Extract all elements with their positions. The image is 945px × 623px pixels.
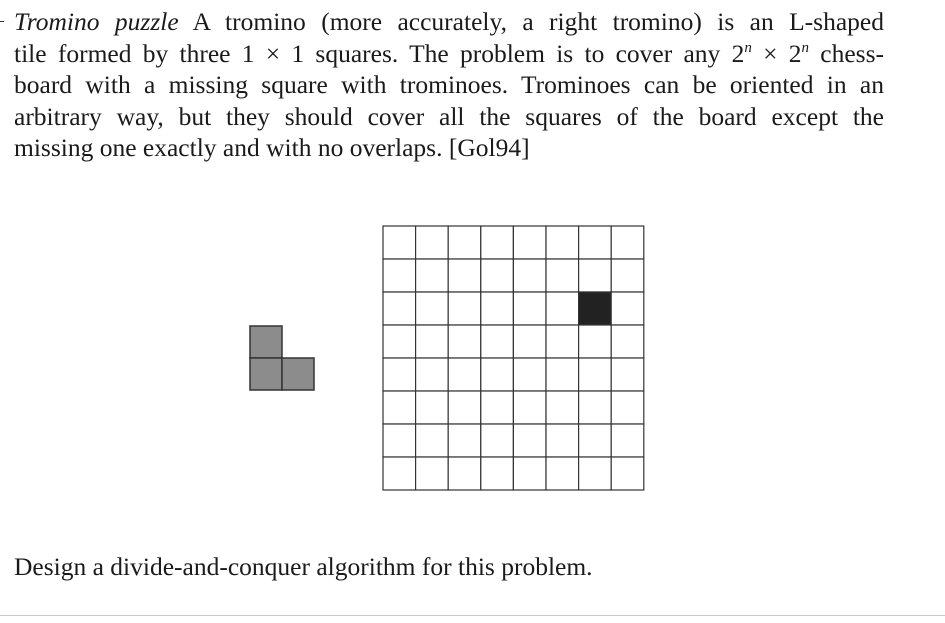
board-cell [383, 358, 416, 391]
problem-line-3: board with a missing square with trominoes. Trominoes can be oriented in an [14, 70, 884, 99]
board-cell [481, 358, 514, 391]
problem-line-4: arbitrary way, but they should cover all the squares of the board except the [14, 101, 884, 131]
board-cell [481, 259, 514, 292]
board-cell [513, 391, 546, 424]
board-cell [416, 292, 449, 325]
problem-line-1-text: A tromino (more accurately, a right tromino) is an L-shaped [192, 7, 884, 36]
problem-line-2-text-b: chess- [809, 38, 884, 68]
board-cell [383, 391, 416, 424]
board-cell [546, 226, 579, 259]
board-cell [546, 424, 579, 457]
board-cell [611, 424, 644, 457]
board-cell [546, 391, 579, 424]
board-cell [448, 292, 481, 325]
board-cell [546, 358, 579, 391]
missing-square [579, 292, 612, 325]
tromino-cell-top [250, 326, 282, 358]
board-cell [513, 292, 546, 325]
board-cell [579, 325, 612, 358]
board-cell [448, 457, 481, 490]
problem-line-2 [14, 38, 884, 70]
board-cell [513, 226, 546, 259]
tromino-figure [249, 325, 317, 393]
board-cell [481, 292, 514, 325]
exponent-n: n [744, 39, 752, 56]
board-cell [611, 226, 644, 259]
board-cell [416, 226, 449, 259]
board-cell [416, 424, 449, 457]
board-cell [481, 424, 514, 457]
board-cell [448, 391, 481, 424]
board-cell [416, 457, 449, 490]
board-cell [448, 325, 481, 358]
board-cell [481, 325, 514, 358]
board-cell [546, 457, 579, 490]
board-cell [579, 259, 612, 292]
board-cell [611, 292, 644, 325]
board-cell [448, 226, 481, 259]
board-cell [448, 259, 481, 292]
chessboard-figure [382, 225, 646, 493]
board-cell [383, 226, 416, 259]
board-cell [513, 424, 546, 457]
board-cell [383, 259, 416, 292]
board-cell [546, 259, 579, 292]
problem-title: Tromino puzzle [14, 7, 179, 36]
board-cell [611, 457, 644, 490]
board-cell [481, 391, 514, 424]
board-cell [416, 358, 449, 391]
board-cell [383, 325, 416, 358]
board-cell [481, 226, 514, 259]
tromino-cell-bottom-right [282, 358, 314, 390]
board-cell [513, 457, 546, 490]
board-cell [513, 358, 546, 391]
board-cell [416, 259, 449, 292]
board-cell [579, 226, 612, 259]
board-cell [611, 358, 644, 391]
board-cell [383, 292, 416, 325]
board-cell [579, 391, 612, 424]
board-cell [579, 457, 612, 490]
problem-line-1 [14, 6, 884, 38]
board-cell [611, 391, 644, 424]
board-cell [546, 325, 579, 358]
board-cell [383, 457, 416, 490]
board-cell [579, 358, 612, 391]
margin-tick [0, 21, 4, 22]
board-cell [383, 424, 416, 457]
board-cell [611, 325, 644, 358]
problem-line-2-text-a: tile formed by three 1 × 1 squares. The problem is to cover any 2 [14, 38, 745, 68]
problem-statement [14, 6, 884, 164]
problem-line-2-text-mid: × 2 [751, 38, 802, 68]
board-cell [513, 325, 546, 358]
board-cell [611, 259, 644, 292]
tromino-cell-bottom-left [250, 358, 282, 390]
board-cell [579, 424, 612, 457]
board-cell [416, 391, 449, 424]
problem-line-5: missing one exactly and with no overlaps. [Gol94] [14, 133, 530, 162]
board-cell [448, 424, 481, 457]
board-cell [416, 325, 449, 358]
board-cell [481, 457, 514, 490]
task-statement: Design a divide-and-conquer algorithm for this problem. [14, 552, 593, 581]
exponent-n: n [801, 39, 809, 56]
bottom-rule [0, 615, 945, 616]
board-cell [513, 259, 546, 292]
board-cell [546, 292, 579, 325]
board-cell [448, 358, 481, 391]
